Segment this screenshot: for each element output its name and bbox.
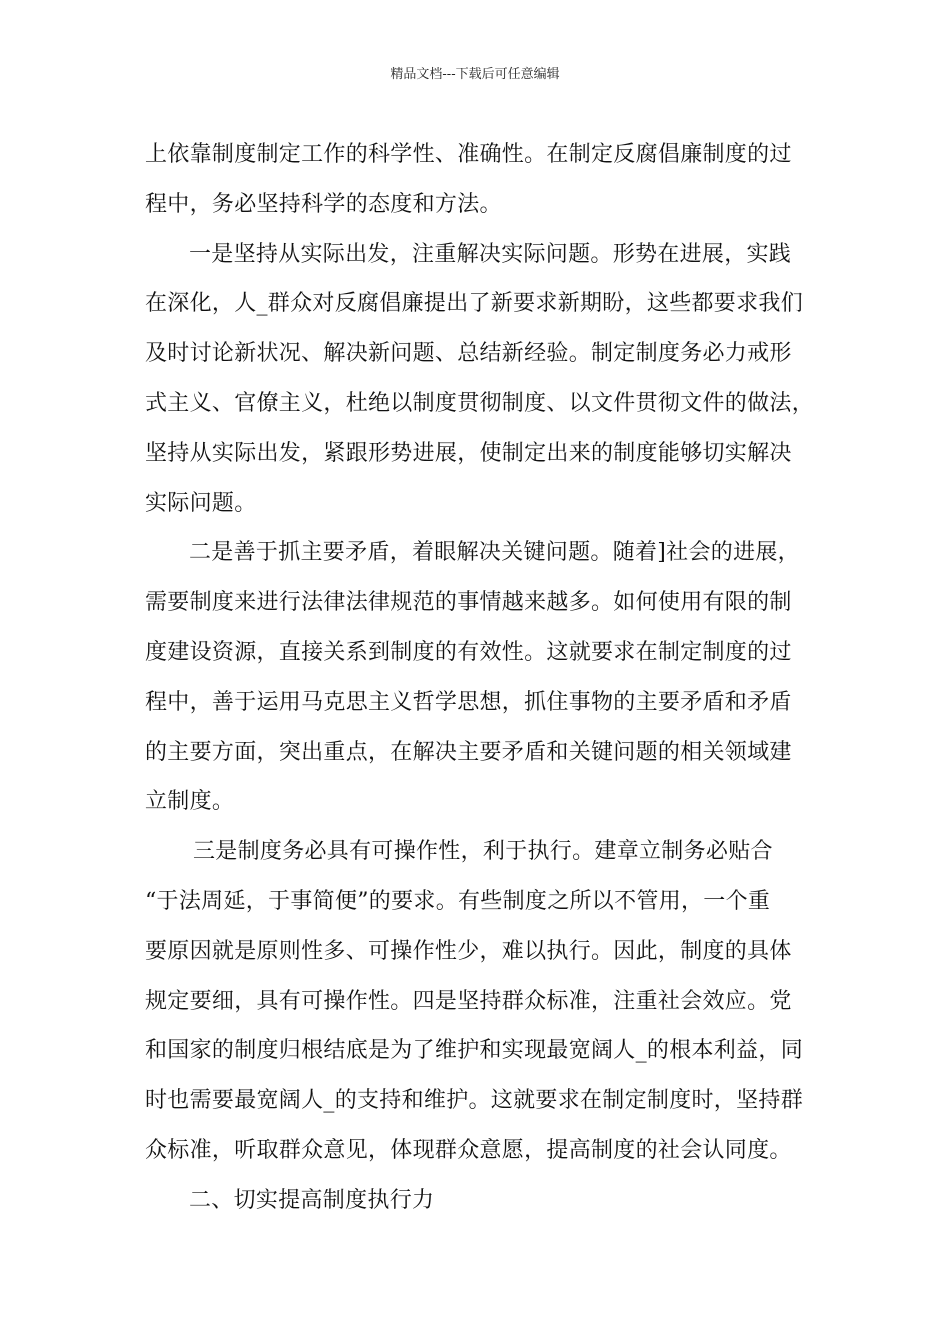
section-heading: 二、切实提高制度执行力: [189, 1187, 435, 1213]
text-line: 众标准，听取群众意见，体现群众意愿，提高制度的社会认同度。: [145, 1137, 792, 1163]
text-line: 程中，务必坚持科学的态度和方法。: [145, 191, 502, 217]
text-line: 要原因就是原则性多、可操作性少，难以执行。因此，制度的具体: [145, 938, 792, 964]
text-line: 时也需要最宽阔人_的支持和维护。这就要求在制定制度时，坚持群: [145, 1088, 804, 1114]
text-line: 在深化，人_群众对反腐倡廉提出了新要求新期盼，这些都要求我们: [145, 291, 804, 317]
text-line: 规定要细，具有可操作性。四是坚持群众标准，注重社会效应。党: [145, 988, 792, 1014]
text-line: 坚持从实际出发，紧跟形势进展，使制定出来的制度能够切实解决: [145, 440, 792, 466]
paragraph-start-line: 二是善于抓主要矛盾，着眼解决关键问题。随着]社会的进展，: [189, 540, 800, 566]
text-line: 程中，善于运用马克思主义哲学思想，抓住事物的主要矛盾和矛盾: [145, 689, 792, 715]
text-line: 和国家的制度归根结底是为了维护和实现最宽阔人_的根本利益，同: [145, 1038, 804, 1064]
text-line: 式主义、官僚主义，杜绝以制度贯彻制度、以文件贯彻文件的做法，: [145, 390, 815, 416]
text-line: 上依靠制度制定工作的科学性、准确性。在制定反腐倡廉制度的过: [145, 142, 792, 167]
document-body: [145, 130, 817, 1226]
paragraph-start-line: 三是制度务必具有可操作性，利于执行。建章立制务必贴合: [193, 839, 773, 865]
text-line: 需要制度来进行法律法律规范的事情越来越多。如何使用有限的制: [145, 590, 792, 616]
text-line: 及时讨论新状况、解决新问题、总结新经验。制定制度务必力戒形: [145, 341, 792, 367]
text-line: 度建设资源，直接关系到制度的有效性。这就要求在制定制度的过: [145, 639, 792, 665]
text-line: “于法周延，于事简便”的要求。有些制度之所以不管用，一个重: [145, 888, 771, 914]
text-line: 实际问题。: [145, 490, 257, 516]
text-line: 的主要方面，突出重点，在解决主要矛盾和关键问题的相关领域建: [145, 739, 792, 765]
paragraph-start-line: 一是坚持从实际出发，注重解决实际问题。形势在进展，实践: [189, 241, 792, 267]
page-header: 精品文档---下载后可任意编辑: [390, 67, 560, 82]
text-line: 立制度。: [145, 789, 235, 815]
